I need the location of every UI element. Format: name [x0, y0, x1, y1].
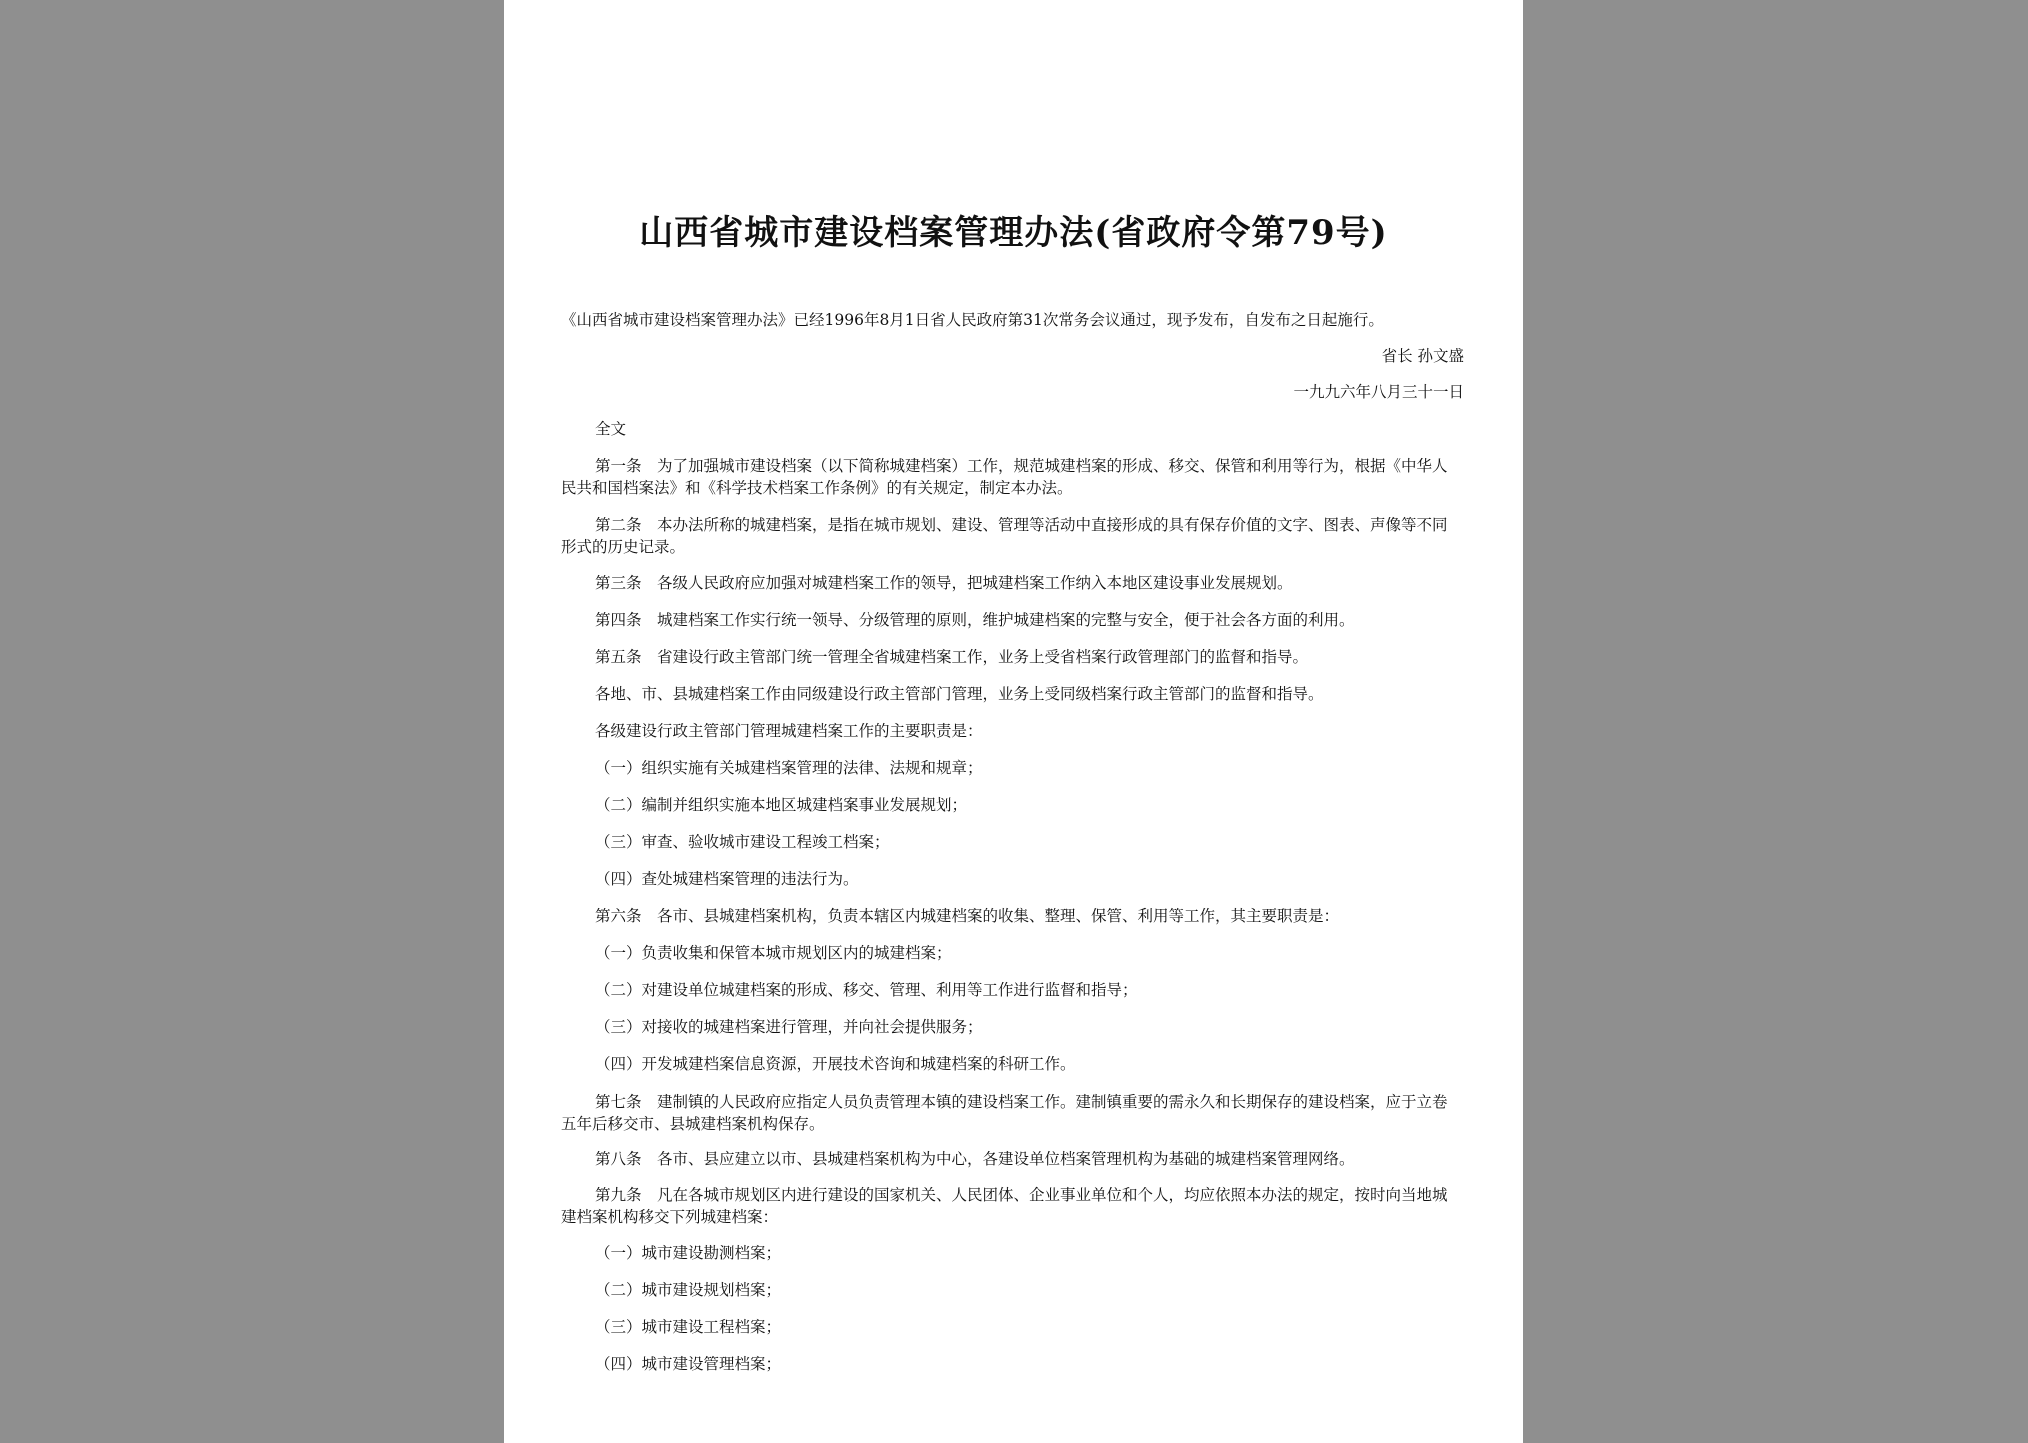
- fulltext-label: 全文: [595, 420, 627, 438]
- paragraph-article-4: 第四条 城建档案工作实行统一领导、分级管理的原则，维护城建档案的完整与安全，便于社会各方面的利用。: [595, 611, 1355, 629]
- paragraph: 各地、市、县城建档案工作由同级建设行政主管部门管理，业务上受同级档案行政主管部门的监督和指导。: [595, 685, 1324, 703]
- document-page: [504, 0, 1523, 1443]
- paragraph-article-1: 第一条 为了加强城市建设档案（以下简称城建档案）工作，规范城建档案的形成、移交、保管和利用等行为，根据《中华人民共和国档案法》和《科学技术档案工作条例》的有关规定，制定本办法。: [561, 457, 1448, 497]
- list-item: （四）开发城建档案信息资源，开展技术咨询和城建档案的科研工作。: [595, 1055, 1076, 1073]
- list-item: （三）对接收的城建档案进行管理，并向社会提供服务；: [595, 1018, 983, 1036]
- list-item: （四）城市建设管理档案；: [595, 1355, 782, 1373]
- list-item: （一）负责收集和保管本城市规划区内的城建档案；: [595, 944, 952, 962]
- paragraph-article-8: 第八条 各市、县应建立以市、县城建档案机构为中心，各建设单位档案管理机构为基础的城建档案管理网络。: [595, 1150, 1355, 1168]
- list-item: （二）对建设单位城建档案的形成、移交、管理、利用等工作进行监督和指导；: [595, 981, 1138, 999]
- paragraph-article-6: 第六条 各市、县城建档案机构，负责本辖区内城建档案的收集、整理、保管、利用等工作，其主要职责是：: [595, 907, 1340, 925]
- list-item: （三）城市建设工程档案；: [595, 1318, 782, 1336]
- paragraph-article-2: 第二条 本办法所称的城建档案，是指在城市规划、建设、管理等活动中直接形成的具有保存价值的文字、图表、声像等不同形式的历史记录。: [561, 516, 1448, 556]
- paragraph-article-5: 第五条 省建设行政主管部门统一管理全省城建档案工作，业务上受省档案行政管理部门的监督和指导。: [595, 648, 1309, 666]
- preamble: 《山西省城市建设档案管理办法》已经1996年8月1日省人民政府第31次常务会议通过，现予发布，自发布之日起施行。: [561, 311, 1384, 329]
- signing-date: 一九九六年八月三十一日: [1293, 383, 1464, 401]
- paragraph: 各级建设行政主管部门管理城建档案工作的主要职责是：: [595, 722, 983, 740]
- list-item: （一）城市建设勘测档案；: [595, 1244, 782, 1262]
- list-item: （四）查处城建档案管理的违法行为。: [595, 870, 859, 888]
- list-item: （三）审查、验收城市建设工程竣工档案；: [595, 833, 890, 851]
- list-item: （一）组织实施有关城建档案管理的法律、法规和规章；: [595, 759, 983, 777]
- document-title: 山西省城市建设档案管理办法(省政府令第79号): [639, 213, 1388, 253]
- signer: 省长 孙文盛: [1381, 347, 1464, 365]
- list-item: （二）城市建设规划档案；: [595, 1281, 782, 1299]
- paragraph-article-7: 第七条 建制镇的人民政府应指定人员负责管理本镇的建设档案工作。建制镇重要的需永久和长期保存的建设档案，应于立卷五年后移交市、县城建档案机构保存。: [561, 1093, 1448, 1133]
- paragraph-article-9: 第九条 凡在各城市规划区内进行建设的国家机关、人民团体、企业事业单位和个人，均应依照本办法的规定，按时向当地城建档案机构移交下列城建档案：: [561, 1186, 1448, 1226]
- list-item: （二）编制并组织实施本地区城建档案事业发展规划；: [595, 796, 968, 814]
- paragraph-article-3: 第三条 各级人民政府应加强对城建档案工作的领导，把城建档案工作纳入本地区建设事业发展规划。: [595, 574, 1293, 592]
